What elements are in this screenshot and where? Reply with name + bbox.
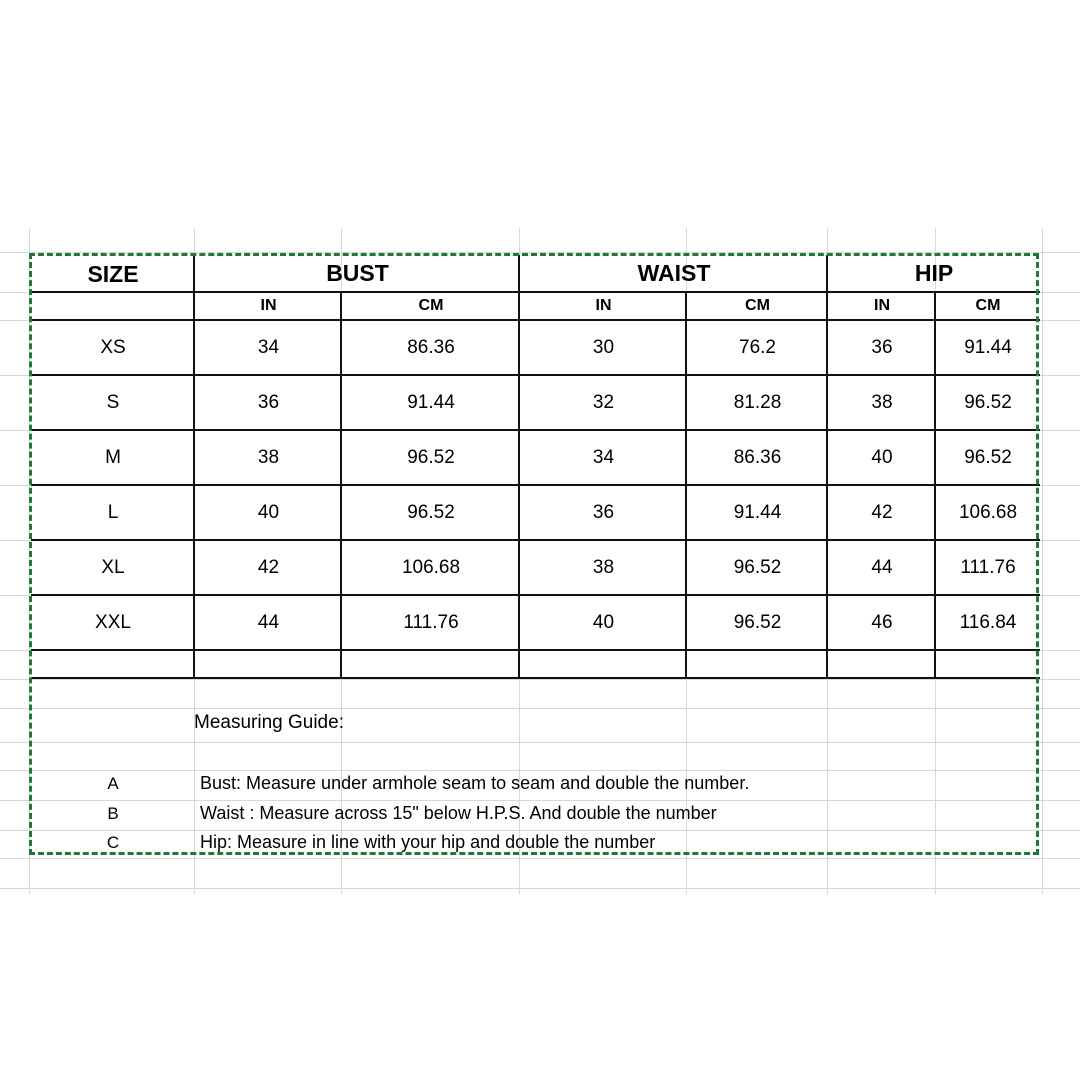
cell-bust-in[interactable]: 36 [257, 391, 280, 413]
cell-size[interactable]: L [107, 501, 119, 523]
guide-text[interactable]: Bust: Measure under armhole seam to seam and double the number. [200, 773, 750, 793]
cell-bust-cm[interactable]: 106.68 [401, 556, 461, 578]
cell-size[interactable]: S [106, 391, 120, 413]
cell-waist-in[interactable]: 32 [592, 391, 615, 413]
cell-bust-in[interactable]: 44 [257, 611, 280, 633]
cell-waist-cm[interactable]: 96.52 [733, 611, 782, 633]
cell-bust-in[interactable]: 42 [257, 556, 280, 578]
header-size[interactable]: SIZE [87, 260, 139, 287]
cell-waist-cm[interactable]: 91.44 [733, 501, 782, 523]
cell-hip-cm[interactable]: 91.44 [964, 336, 1012, 358]
unit-header[interactable]: IN [260, 297, 277, 314]
cell-hip-in[interactable]: 36 [871, 336, 893, 358]
cell-hip-cm[interactable]: 96.52 [964, 391, 1012, 413]
cell-hip-in[interactable]: 40 [871, 446, 893, 468]
guide-letter[interactable]: A [107, 774, 119, 793]
header-bust[interactable]: BUST [326, 259, 389, 286]
cell-bust-cm[interactable]: 96.52 [407, 501, 455, 523]
cell-bust-in[interactable]: 40 [257, 501, 280, 523]
guide-letter[interactable]: B [107, 804, 119, 823]
cell-hip-cm[interactable]: 96.52 [964, 446, 1012, 468]
unit-header[interactable]: IN [595, 297, 612, 314]
cell-hip-in[interactable]: 38 [871, 391, 893, 413]
cell-bust-in[interactable]: 38 [257, 446, 280, 468]
cell-hip-cm[interactable]: 111.76 [960, 556, 1016, 578]
header-waist[interactable]: WAIST [637, 259, 711, 286]
cell-waist-in[interactable]: 36 [592, 501, 615, 523]
cell-size[interactable]: M [105, 446, 121, 468]
cell-waist-cm[interactable]: 81.28 [733, 391, 782, 413]
cell-waist-cm[interactable]: 86.36 [733, 446, 782, 468]
cell-bust-cm[interactable]: 96.52 [407, 446, 455, 468]
header-hip[interactable]: HIP [914, 259, 954, 286]
cell-size[interactable]: XS [100, 336, 126, 358]
cell-hip-in[interactable]: 46 [871, 611, 893, 633]
cell-waist-cm[interactable]: 96.52 [733, 556, 782, 578]
cell-waist-in[interactable]: 30 [592, 336, 615, 358]
cell-hip-cm[interactable]: 106.68 [958, 501, 1018, 523]
cell-bust-cm[interactable]: 91.44 [407, 391, 455, 413]
unit-header[interactable]: CM [418, 297, 444, 314]
unit-header[interactable]: CM [745, 297, 770, 314]
cell-bust-cm[interactable]: 111.76 [403, 611, 459, 633]
cell-waist-in[interactable]: 34 [592, 446, 615, 468]
guide-letter[interactable]: C [106, 833, 120, 852]
cell-bust-in[interactable]: 34 [257, 336, 280, 358]
measuring-guide-title: Measuring Guide: [194, 712, 344, 733]
cell-bust-cm[interactable]: 86.36 [407, 336, 455, 358]
cell-size[interactable]: XL [101, 556, 125, 578]
cell-waist-cm[interactable]: 76.2 [739, 336, 776, 358]
cell-waist-in[interactable]: 38 [592, 556, 615, 578]
cell-hip-in[interactable]: 44 [871, 556, 893, 578]
cell-hip-cm[interactable]: 116.84 [959, 611, 1017, 633]
unit-header[interactable]: CM [975, 297, 1001, 314]
guide-text[interactable]: Waist : Measure across 15" below H.P.S. And double the number [200, 803, 717, 823]
cell-waist-in[interactable]: 40 [592, 611, 615, 633]
unit-header[interactable]: IN [874, 297, 890, 314]
cell-hip-in[interactable]: 42 [871, 501, 893, 523]
guide-text[interactable]: Hip: Measure in line with your hip and double the number [200, 832, 656, 852]
cell-size[interactable]: XXL [95, 611, 131, 633]
